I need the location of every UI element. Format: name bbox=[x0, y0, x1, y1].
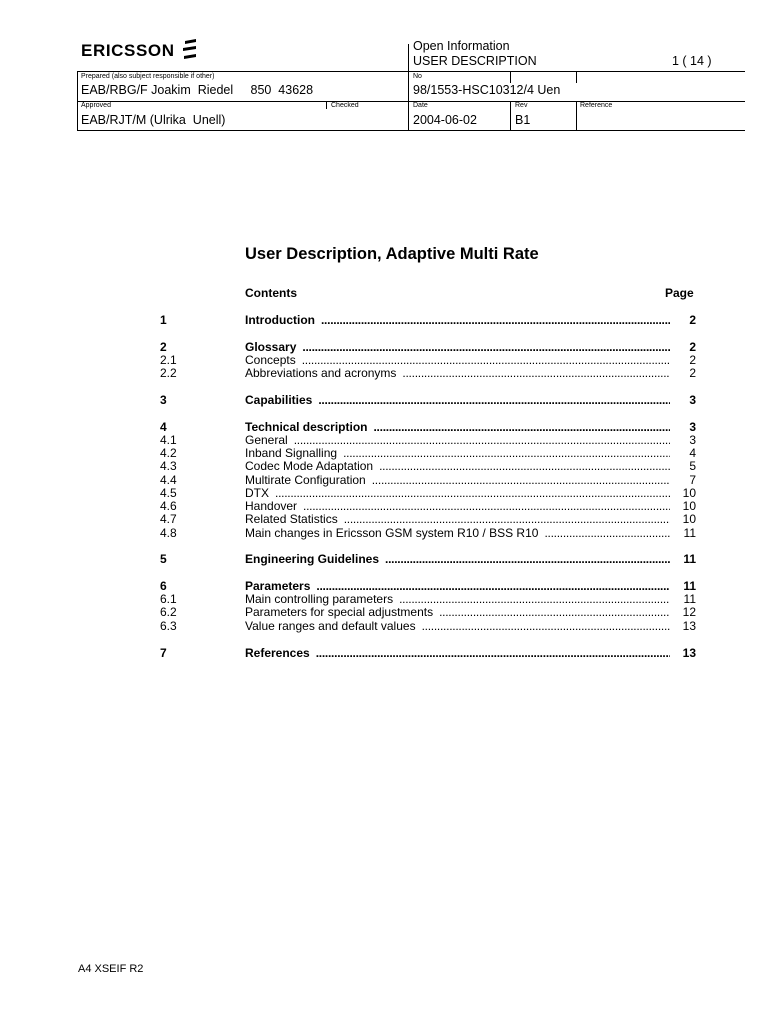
toc-leader bbox=[316, 646, 670, 660]
doc-type-label: USER DESCRIPTION bbox=[413, 54, 537, 68]
prepared-caption: Prepared (also subject responsible if other) bbox=[81, 73, 215, 80]
toc-label: Multirate Configuration bbox=[245, 473, 366, 487]
toc-leader bbox=[372, 473, 670, 487]
rev-caption: Rev bbox=[515, 102, 528, 109]
page-column-heading: Page bbox=[665, 286, 694, 300]
header-rule-bottom bbox=[77, 130, 745, 131]
toc-leader bbox=[302, 353, 670, 367]
toc-page: 10 bbox=[682, 499, 696, 513]
toc-number: 4.5 bbox=[160, 486, 177, 500]
toc-label: Introduction bbox=[245, 313, 315, 327]
toc-page: 11 bbox=[683, 526, 696, 540]
toc-page: 4 bbox=[689, 446, 696, 460]
toc-entry[interactable] bbox=[160, 459, 696, 473]
toc-leader bbox=[344, 512, 670, 526]
toc-number: 4.6 bbox=[160, 499, 177, 513]
doc-number-value: 98/1553-HSC10312/4 Uen bbox=[413, 83, 561, 97]
toc-page: 2 bbox=[689, 340, 696, 354]
toc-page: 7 bbox=[689, 473, 696, 487]
toc-label: Value ranges and default values bbox=[245, 619, 416, 633]
toc-entry[interactable] bbox=[160, 486, 696, 500]
toc-page: 12 bbox=[682, 605, 696, 619]
toc-number: 2.2 bbox=[160, 366, 177, 380]
toc-number: 4.3 bbox=[160, 459, 177, 473]
toc-entry[interactable] bbox=[160, 499, 696, 513]
toc-page: 11 bbox=[683, 552, 696, 566]
toc-label: DTX bbox=[245, 486, 269, 500]
toc-entry[interactable] bbox=[160, 646, 696, 660]
toc-entry[interactable] bbox=[160, 579, 696, 593]
header-tick bbox=[576, 71, 577, 83]
toc-number: 4.4 bbox=[160, 473, 177, 487]
toc-entry[interactable] bbox=[160, 605, 696, 619]
toc-leader bbox=[439, 605, 670, 619]
toc-leader bbox=[318, 393, 670, 407]
header-rule-top bbox=[77, 71, 745, 72]
toc-number: 7 bbox=[160, 646, 167, 660]
toc-label: Technical description bbox=[245, 420, 368, 434]
toc-entry[interactable] bbox=[160, 619, 696, 633]
toc-number: 6 bbox=[160, 579, 167, 593]
ericsson-logo-icon bbox=[181, 39, 199, 61]
toc-page: 13 bbox=[682, 619, 696, 633]
toc-entry[interactable] bbox=[160, 552, 696, 566]
toc-label: General bbox=[245, 433, 288, 447]
header-divider-rev bbox=[510, 101, 511, 131]
checked-caption: Checked bbox=[331, 102, 359, 109]
toc-leader bbox=[275, 486, 670, 500]
toc-number: 3 bbox=[160, 393, 167, 407]
header-tick bbox=[510, 71, 511, 83]
toc-leader bbox=[379, 459, 670, 473]
approved-value: EAB/RJT/M (Ulrika Unell) bbox=[81, 113, 226, 127]
toc-entry[interactable] bbox=[160, 366, 696, 380]
toc-number: 4.8 bbox=[160, 526, 177, 540]
toc-page: 13 bbox=[682, 646, 696, 660]
toc-label: Abbreviations and acronyms bbox=[245, 366, 397, 380]
toc-entry[interactable] bbox=[160, 313, 696, 327]
toc-label: Codec Mode Adaptation bbox=[245, 459, 374, 473]
toc-number: 4 bbox=[160, 420, 167, 434]
toc-page: 3 bbox=[689, 433, 696, 447]
prepared-value: EAB/RBG/F Joakim Riedel 850 43628 bbox=[81, 83, 314, 97]
toc-page: 11 bbox=[683, 579, 696, 593]
toc-number: 1 bbox=[160, 313, 167, 327]
toc-label: Main changes in Ericsson GSM system R10 / BSS R10 bbox=[245, 526, 539, 540]
toc-label: Parameters bbox=[245, 579, 311, 593]
toc-page: 2 bbox=[689, 366, 696, 380]
toc-entry[interactable] bbox=[160, 592, 696, 606]
toc-leader bbox=[302, 340, 670, 354]
toc-number: 4.7 bbox=[160, 512, 177, 526]
toc-entry[interactable] bbox=[160, 446, 696, 460]
toc-leader bbox=[316, 579, 670, 593]
toc-entry[interactable] bbox=[160, 512, 696, 526]
toc-label: Capabilities bbox=[245, 393, 313, 407]
toc-leader bbox=[402, 366, 670, 380]
rev-value: B1 bbox=[515, 113, 531, 127]
header-tick bbox=[326, 101, 327, 109]
toc-leader bbox=[399, 592, 670, 606]
contents-heading: Contents bbox=[245, 286, 297, 300]
toc-entry[interactable] bbox=[160, 353, 696, 367]
toc-leader bbox=[373, 420, 670, 434]
toc-label: Parameters for special adjustments bbox=[245, 605, 434, 619]
toc-leader bbox=[294, 433, 670, 447]
header-divider-main bbox=[408, 44, 409, 131]
toc-page: 5 bbox=[689, 459, 696, 473]
toc-label: Main controlling parameters bbox=[245, 592, 394, 606]
toc-number: 4.2 bbox=[160, 446, 177, 460]
header-divider-ref bbox=[576, 101, 577, 131]
toc-leader bbox=[385, 552, 670, 566]
date-caption: Date bbox=[413, 102, 428, 109]
toc-leader bbox=[321, 313, 670, 327]
toc-page: 2 bbox=[689, 313, 696, 327]
header-border-left bbox=[77, 71, 78, 131]
header-rule-middle bbox=[77, 101, 745, 102]
toc-label: Concepts bbox=[245, 353, 296, 367]
toc-number: 6.3 bbox=[160, 619, 177, 633]
toc-entry[interactable] bbox=[160, 433, 696, 447]
toc-leader bbox=[343, 446, 670, 460]
toc-page: 10 bbox=[682, 512, 696, 526]
toc-entry[interactable] bbox=[160, 340, 696, 354]
toc-label: Related Statistics bbox=[245, 512, 338, 526]
toc-number: 4.1 bbox=[160, 433, 177, 447]
toc-entry[interactable] bbox=[160, 473, 696, 487]
toc-entry[interactable] bbox=[160, 526, 696, 540]
toc-number: 6.1 bbox=[160, 592, 177, 606]
toc-number: 5 bbox=[160, 552, 167, 566]
toc-label: References bbox=[245, 646, 310, 660]
toc-page: 3 bbox=[689, 420, 696, 434]
toc-page: 11 bbox=[683, 592, 696, 606]
toc-entry[interactable] bbox=[160, 393, 696, 407]
doc-number-caption: No bbox=[413, 73, 422, 80]
company-logo-text: ERICSSON bbox=[81, 41, 175, 60]
toc-page: 10 bbox=[682, 486, 696, 500]
toc-page: 2 bbox=[689, 353, 696, 367]
classification-label: Open Information bbox=[413, 39, 510, 53]
toc-number: 2 bbox=[160, 340, 167, 354]
toc-label: Glossary bbox=[245, 340, 297, 354]
date-value: 2004-06-02 bbox=[413, 113, 477, 127]
toc-number: 2.1 bbox=[160, 353, 177, 367]
toc-label: Engineering Guidelines bbox=[245, 552, 380, 566]
toc-number: 6.2 bbox=[160, 605, 177, 619]
reference-caption: Reference bbox=[580, 102, 613, 109]
toc-leader bbox=[544, 526, 670, 540]
document-title: User Description, Adaptive Multi Rate bbox=[245, 245, 539, 263]
toc-leader bbox=[422, 619, 670, 633]
toc-label: Handover bbox=[245, 499, 298, 513]
toc-label: Inband Signalling bbox=[245, 446, 338, 460]
toc-leader bbox=[303, 499, 670, 513]
page-count-label: 1 ( 14 ) bbox=[672, 54, 712, 68]
toc-page: 3 bbox=[689, 393, 696, 407]
toc-entry[interactable] bbox=[160, 420, 696, 434]
form-code-footer: A4 XSEIF R2 bbox=[78, 963, 144, 975]
approved-caption: Approved bbox=[81, 102, 111, 109]
